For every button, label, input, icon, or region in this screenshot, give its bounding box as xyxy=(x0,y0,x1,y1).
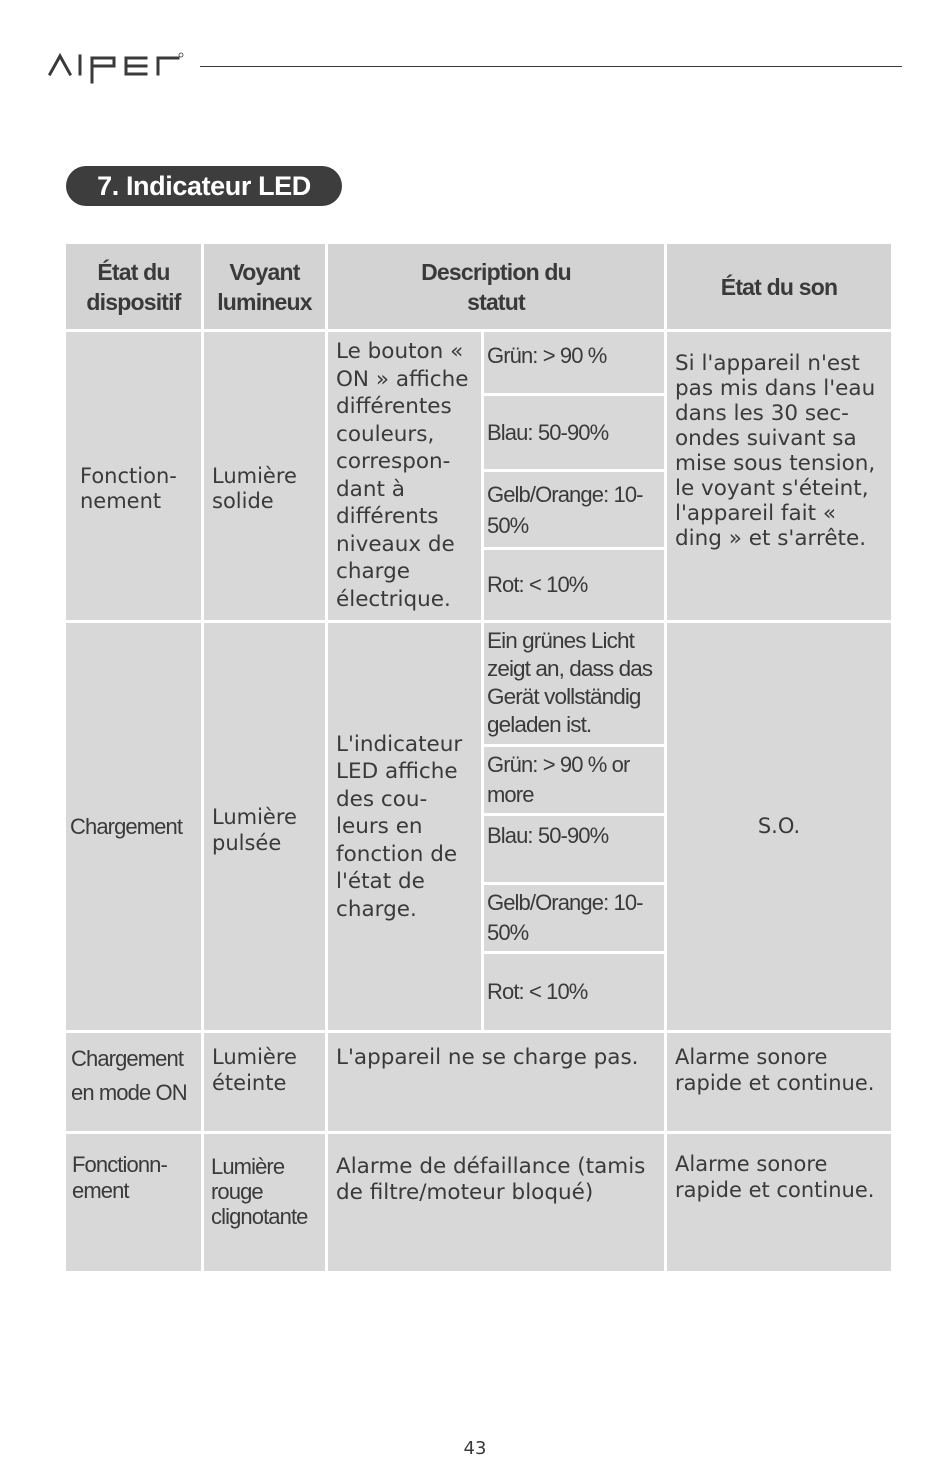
led-indicator-table xyxy=(66,244,885,1256)
header-status-description: Description du statut xyxy=(328,244,664,329)
row-operation-level-blue: Blau: 50-90% xyxy=(484,396,664,469)
section-title: 7. Indicateur LED xyxy=(66,166,342,206)
row-charging-level-full: Ein grünes Licht zeigt an, dass das Gerät vollständig geladen ist. xyxy=(484,623,664,744)
row-charging-state: Chargement xyxy=(66,623,201,1030)
row-operation-level-red: Rot: < 10% xyxy=(484,550,664,620)
row-charging-sound: S.O. xyxy=(667,623,891,1030)
header-sound-state: État du son xyxy=(667,244,891,329)
row-charging-level-red: Rot: < 10% xyxy=(484,954,664,1030)
aiper-logo xyxy=(48,46,184,86)
page-number: 43 xyxy=(463,1438,487,1459)
row-operation-description: Le bouton « ON » affiche différentes couleurs, correspon-dant à différents niveaux de charge électrique. xyxy=(328,332,481,620)
row-charging-on-description: L'appareil ne se charge pas. xyxy=(328,1033,664,1131)
row-fault-description: Alarme de défaillance (tamis de filtre/moteur bloqué) xyxy=(328,1134,664,1271)
row-charging-description: L'indicateur LED affiche des cou-leurs en fonction de l'état de charge. xyxy=(328,623,481,1030)
row-charging-level-yellow: Gelb/Orange: 10-50% xyxy=(484,885,664,951)
row-operation-level-green: Grün: > 90 % xyxy=(484,332,664,393)
row-charging-on-sound: Alarme sonore rapide et continue. xyxy=(667,1033,891,1131)
row-operation-light: Lumière solide xyxy=(204,332,325,620)
header-divider xyxy=(200,66,902,67)
row-charging-light: Lumière pulsée xyxy=(204,623,325,1030)
header-indicator: Voyant lumineux xyxy=(204,244,325,329)
row-charging-level-green: Grün: > 90 % or more xyxy=(484,747,664,813)
row-operation-sound: Si l'appareil n'est pas mis dans l'eau dans les 30 sec-ondes suivant sa mise sous tension, le voyant s'éteint, l'appareil fait « ding » et s'arrête. xyxy=(667,332,891,620)
row-charging-level-blue: Blau: 50-90% xyxy=(484,816,664,882)
row-operation-state: Fonction-nement xyxy=(66,332,201,620)
row-fault-light: Lumière rouge clignotante xyxy=(204,1134,325,1271)
row-operation-level-yellow: Gelb/Orange: 10-50% xyxy=(484,472,664,547)
row-charging-on-light: Lumière éteinte xyxy=(204,1033,325,1131)
header-device-state: État du dispositif xyxy=(66,244,201,329)
row-fault-state: Fonctionn-ement xyxy=(66,1134,201,1271)
row-fault-sound: Alarme sonore rapide et continue. xyxy=(667,1134,891,1271)
row-charging-on-state: Chargement en mode ON xyxy=(66,1033,201,1131)
